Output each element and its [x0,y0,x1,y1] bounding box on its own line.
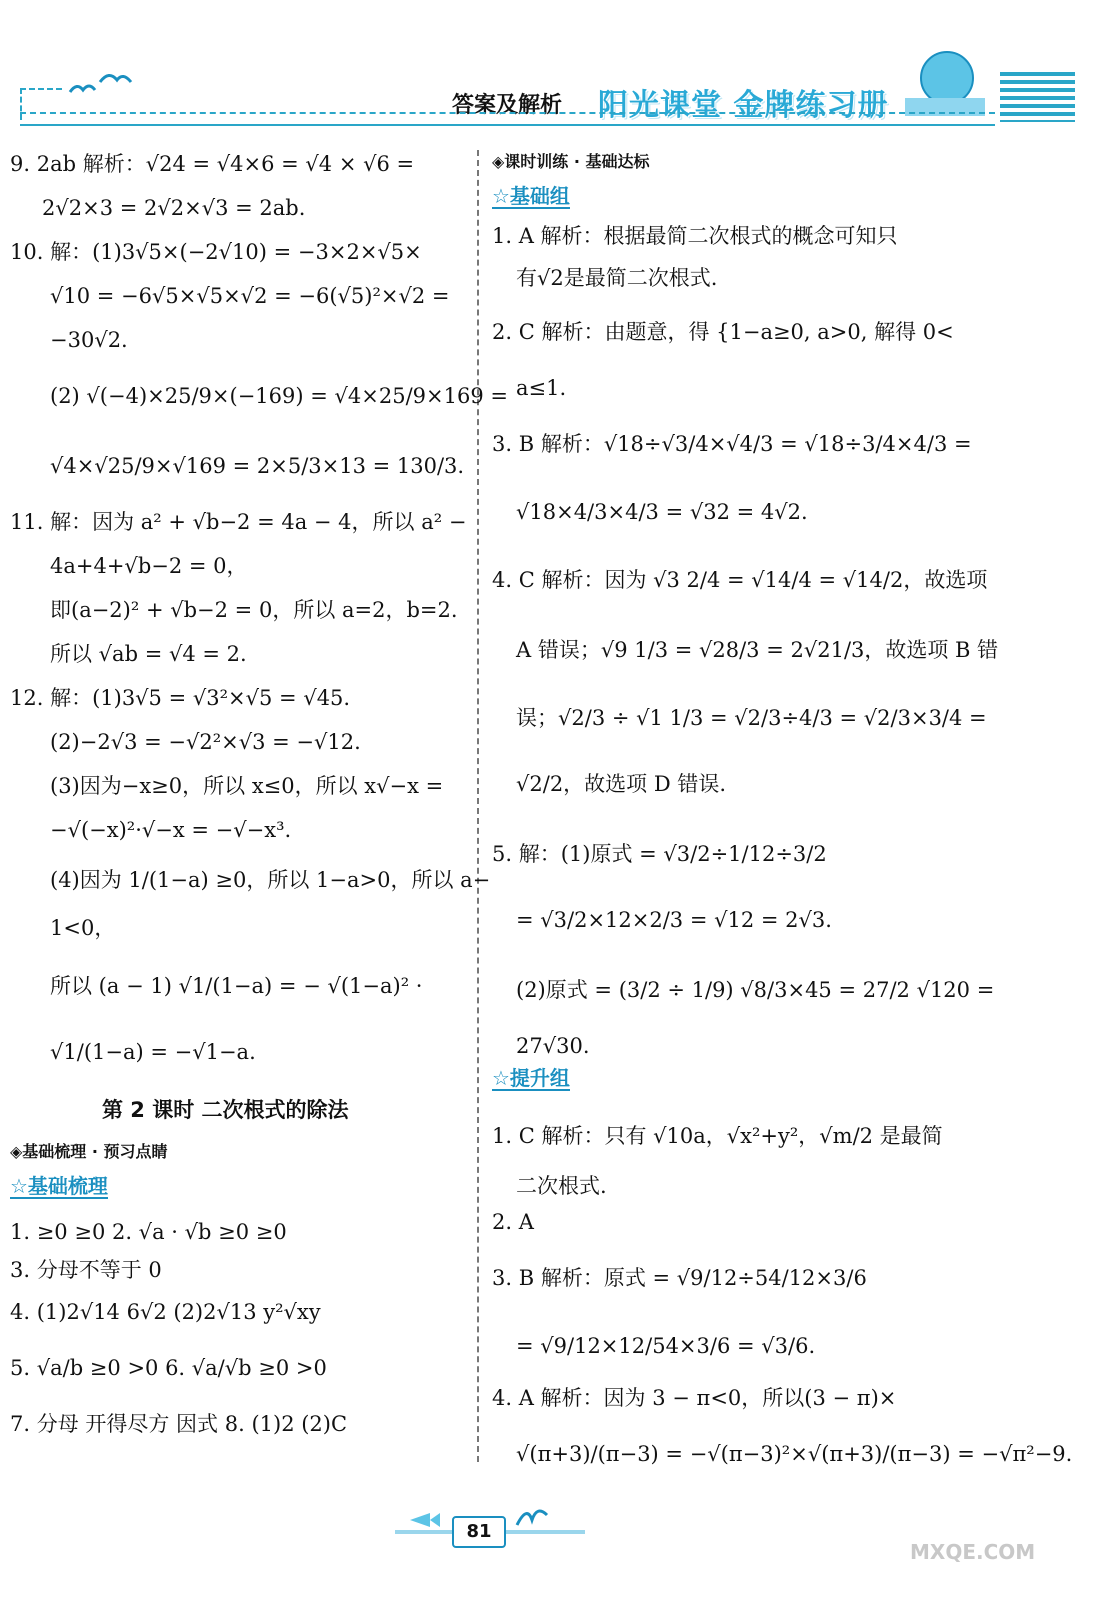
text-line: √10 = −6√5×√5×√2 = −6(√5)²×√2 = [50,284,450,308]
column-divider [477,150,481,1462]
text-line: 11. 解：因为 a² + √b−2 = 4a − 4，所以 a² − [10,510,467,534]
text-line: −30√2. [50,328,128,352]
text-line: 4. C 解析：因为 √3 2/4 = √14/4 = √14/2，故选项 [492,568,988,592]
group-title: ☆提升组 [492,1066,570,1090]
text-line: 10. 解：(1)3√5×(−2√10) = −3×2×√5× [10,240,422,264]
globe-icon [895,40,995,120]
section-subtitle: ◈课时训练 · 基础达标 [492,152,650,171]
text-line: A 错误；√9 1/3 = √28/3 = 2√21/3，故选项 B 错 [516,638,999,662]
header-stripes [1000,72,1075,122]
answer-line: 4. (1)2√14 6√2 (2)2√13 y²√xy [10,1300,321,1324]
text-line: 1<0， [50,916,116,940]
answer-line: 7. 分母 开得尽方 因式 8. (1)2 (2)C [10,1412,348,1436]
fish-decoration-icon [405,1505,445,1535]
answer-line: 5. √a/b ≥0 >0 6. √a/√b ≥0 >0 [10,1356,327,1380]
text-line: 2. C 解析：由题意，得 {1−a≥0, a>0, 解得 0< [492,320,954,344]
text-line: −√(−x)²·√−x = −√−x³. [50,818,292,842]
text-line: √1/(1−a) = −√1−a. [50,1040,256,1064]
header-section-title: 答案及解析 [452,93,563,118]
text-line: 9. 2ab 解析：√24 = √4×6 = √4 × √6 = [10,152,415,176]
text-line: (3)因为−x≥0，所以 x≤0，所以 x√−x = [50,774,444,798]
text-line: (2) √(−4)×25/9×(−169) = √4×25/9×169 = [50,384,508,408]
text-line: (2)−2√3 = −√2²×√3 = −√12. [50,730,361,754]
text-line: 所以 (a − 1) √1/(1−a) = − √(1−a)² · [50,974,423,998]
text-line: 1. C 解析：只有 √10a，√x²+y²，√m/2 是最简 [492,1124,943,1148]
text-line: 4. A 解析：因为 3 − π<0，所以(3 − π)× [492,1386,897,1410]
header-divider [20,112,995,126]
text-line: 即(a−2)² + √b−2 = 0，所以 a=2，b=2. [50,598,458,622]
text-line: 4a+4+√b−2 = 0， [50,554,248,578]
text-line: (4)因为 1/(1−a) ≥0，所以 1−a>0，所以 a− [50,868,491,892]
group-title: ☆基础组 [492,184,570,208]
text-line: a≤1. [516,376,567,400]
text-line: 2√2×3 = 2√2×√3 = 2ab. [42,196,306,220]
text-line: 3. B 解析：√18÷√3/4×√4/3 = √18÷3/4×4/3 = [492,432,972,456]
text-line: 3. B 解析：原式 = √9/12÷54/12×3/6 [492,1266,867,1290]
text-line: 误；√2/3 ÷ √1 1/3 = √2/3÷4/3 = √2/3×3/4 = [516,706,987,730]
text-line: 5. 解：(1)原式 = √3/2÷1/12÷3/2 [492,842,827,866]
answer-line: 3. 分母不等于 0 [10,1258,162,1282]
text-line: √2/2，故选项 D 错误. [516,772,727,796]
seagull-decoration-icon [512,1495,552,1535]
text-line: 2. A [492,1210,534,1234]
text-line: (2)原式 = (3/2 ÷ 1/9) √8/3×45 = 27/2 √120 = [516,978,995,1002]
watermark: MXQE.COM [910,1540,1036,1564]
text-line: √(π+3)/(π−3) = −√(π−3)²×√(π+3)/(π−3) = −√π²−9. [516,1442,1073,1466]
text-line: = √9/12×12/54×3/6 = √3/6. [516,1334,816,1358]
text-line: √4×√25/9×√169 = 2×5/3×13 = 130/3. [50,454,465,478]
text-line: 所以 √ab = √4 = 2. [50,642,247,666]
text-line: √18×4/3×4/3 = √32 = 4√2. [516,500,808,524]
answer-line: 1. ≥0 ≥0 2. √a · √b ≥0 ≥0 [10,1220,287,1244]
header-brand: 阳光课堂 金牌练习册 [598,88,889,123]
page-number: 81 [452,1516,506,1548]
page-header [0,0,1095,130]
text-line: 二次根式. [516,1174,607,1198]
text-line: = √3/2×12×2/3 = √12 = 2√3. [516,908,832,932]
section-subtitle: ◈基础梳理 · 预习点睛 [10,1142,168,1161]
lesson-title: 第 2 课时 二次根式的除法 [102,1098,349,1122]
text-line: 12. 解：(1)3√5 = √3²×√5 = √45. [10,686,351,710]
birds-icon [65,70,135,110]
text-line: 27√30. [516,1034,590,1058]
text-line: 1. A 解析：根据最简二次根式的概念可知只 [492,224,898,248]
text-line: 有√2是最简二次根式. [516,266,718,290]
group-title: ☆基础梳理 [10,1174,108,1198]
